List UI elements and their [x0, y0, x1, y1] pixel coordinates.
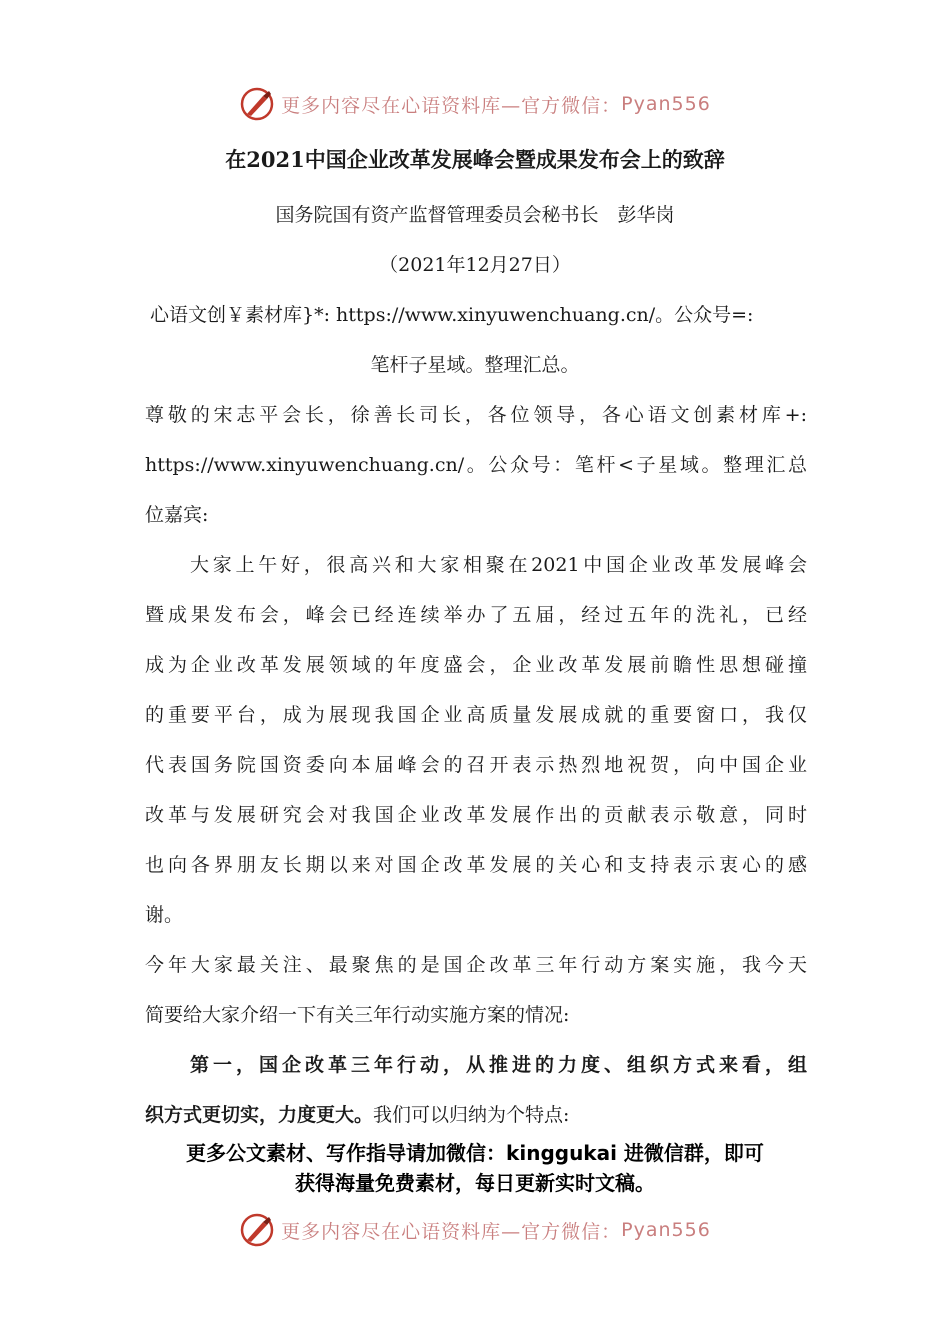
para2-line: 简要给大家介绍一下有关三年行动实施方案的情况:: [145, 1004, 570, 1026]
banner-text: 更多内容尽在心语资料库—官方微信：: [281, 94, 622, 117]
source-line-2: 笔杆子星域。整理汇总。: [370, 354, 580, 376]
salutation-line-2: https://www.xinyuwenchuang.cn/。公众号：笔杆<子星域。整理汇总: [145, 454, 807, 476]
banner-wechat-id: Pyan556: [621, 1219, 711, 1241]
para3-rest-text: 我们可以归纳为个特点:: [373, 1104, 570, 1126]
document-title: 在2021中国企业改革发展峰会暨成果发布会上的致辞: [225, 147, 725, 172]
promo-line-1: 更多公文素材、写作指导请加微信：kinggukai 进微信群，即可: [186, 1141, 764, 1165]
para1-line: 也向各界朋友长期以来对国企改革发展的关心和支持表示衷心的感: [145, 854, 807, 876]
para1-line: 暨成果发布会，峰会已经连续举办了五届，经过五年的洗礼，已经: [145, 604, 807, 626]
header-banner: [0, 84, 950, 124]
para3-line: [145, 1101, 807, 1129]
date-line: （2021年12月27日）: [379, 254, 571, 276]
para1-line: 改革与发展研究会对我国企业改革发展作出的贡献表示敬意，同时: [145, 804, 807, 826]
pen-logo-icon: [239, 1212, 275, 1248]
author-line: 国务院国有资产监督管理委员会秘书长 彭华岗: [275, 204, 675, 226]
salutation-line-1: 尊敬的宋志平会长，徐善长司长，各位领导，各心语文创素材库+:: [145, 404, 807, 426]
para1-line: 代表国务院国资委向本届峰会的召开表示热烈地祝贺，向中国企业: [145, 754, 807, 776]
para3-bold-text: 织方式更切实，力度更大。: [145, 1104, 374, 1126]
para1-line: 大家上午好，很高兴和大家相聚在2021中国企业改革发展峰会: [190, 554, 807, 576]
source-line-1: 心语文创￥素材库}*: https://www.xinyuwenchuang.cn/。公众号=:: [150, 304, 754, 326]
para1-line: 成为企业改革发展领域的年度盛会，企业改革发展前瞻性思想碰撞: [145, 654, 807, 676]
para3-bold-line: 第一，国企改革三年行动，从推进的力度、组织方式来看，组: [190, 1054, 807, 1076]
para2-line: 今年大家最关注、最聚焦的是国企改革三年行动方案实施，我今天: [145, 954, 807, 976]
footer-banner: [0, 1210, 950, 1250]
promo-line-2: 获得海量免费素材，每日更新实时文稿。: [295, 1171, 655, 1195]
pen-logo-icon: [239, 86, 275, 122]
banner-text: 更多内容尽在心语资料库—官方微信：: [281, 1220, 622, 1243]
para1-line: 谢。: [145, 904, 184, 926]
para1-line: 的重要平台，成为展现我国企业高质量发展成就的重要窗口，我仅: [145, 704, 807, 726]
salutation-line-3: 位嘉宾:: [145, 504, 209, 526]
banner-wechat-id: Pyan556: [621, 93, 711, 115]
